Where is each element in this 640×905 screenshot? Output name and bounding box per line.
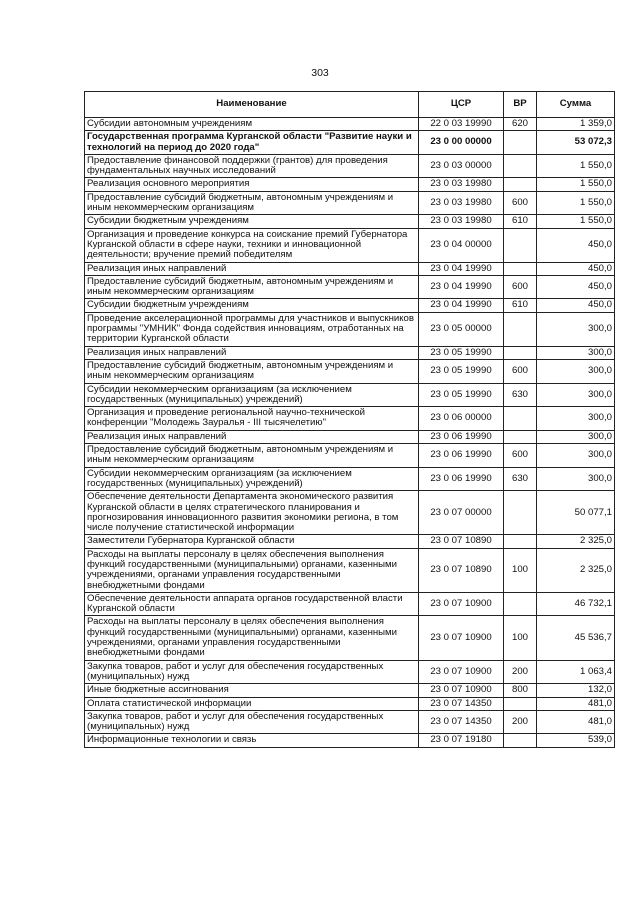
row-name-cell: Государственная программа Курганской области "Развитие науки и технологий на период до 2020 года": [85, 131, 419, 155]
row-sum-cell: 1 359,0: [537, 118, 615, 131]
row-sum-cell: 300,0: [537, 430, 615, 443]
row-name-cell: Расходы на выплаты персоналу в целях обеспечения выполнения функций государственными (муниципальными) органами, казенными учреждениями, органами управления государственными внебюджетными фондами: [85, 616, 419, 660]
row-vr-cell: [504, 734, 537, 747]
row-vr-cell: 100: [504, 548, 537, 592]
row-vr-cell: 610: [504, 299, 537, 312]
table-row: [85, 359, 615, 383]
row-vr-cell: [504, 407, 537, 431]
row-csr-cell: 23 0 05 19990: [419, 359, 504, 383]
row-name-cell: Закупка товаров, работ и услуг для обеспечения государственных (муниципальных) нужд: [85, 710, 419, 734]
row-sum-cell: 481,0: [537, 697, 615, 710]
row-sum-cell: 450,0: [537, 275, 615, 299]
row-vr-cell: 800: [504, 684, 537, 697]
row-name-cell: Субсидии некоммерческим организациям (за исключением государственных (муниципальных) учреждений): [85, 383, 419, 407]
row-name-cell: Расходы на выплаты персоналу в целях обеспечения выполнения функций государственными (муниципальными) органами, казенными учреждениями, органами управления государственными внебюджетными фондами: [85, 548, 419, 592]
row-sum-cell: 300,0: [537, 346, 615, 359]
table-row: [85, 430, 615, 443]
row-vr-cell: 600: [504, 444, 537, 468]
row-sum-cell: 300,0: [537, 312, 615, 346]
row-sum-cell: 1 550,0: [537, 178, 615, 191]
row-sum-cell: 450,0: [537, 262, 615, 275]
table-row: [85, 616, 615, 660]
row-csr-cell: 23 0 06 19990: [419, 467, 504, 491]
table-row: [85, 660, 615, 684]
row-name-cell: Предоставление финансовой поддержки (грантов) для проведения фундаментальных научных исследований: [85, 154, 419, 178]
row-csr-cell: 23 0 00 00000: [419, 131, 504, 155]
row-vr-cell: [504, 491, 537, 535]
row-csr-cell: 23 0 04 19990: [419, 275, 504, 299]
row-name-cell: Субсидии автономным учреждениям: [85, 118, 419, 131]
header-vr: ВР: [504, 92, 537, 118]
table-row: [85, 154, 615, 178]
row-sum-cell: 300,0: [537, 444, 615, 468]
row-vr-cell: 200: [504, 660, 537, 684]
row-vr-cell: [504, 592, 537, 616]
table-row: [85, 131, 615, 155]
row-vr-cell: [504, 535, 537, 548]
row-sum-cell: 1 550,0: [537, 215, 615, 228]
row-csr-cell: 23 0 04 00000: [419, 228, 504, 262]
table-row: [85, 697, 615, 710]
table-row: [85, 312, 615, 346]
table-row: [85, 684, 615, 697]
row-sum-cell: 50 077,1: [537, 491, 615, 535]
row-vr-cell: [504, 262, 537, 275]
row-name-cell: Организация и проведение конкурса на соискание премий Губернатора Курганской области в сфере науки, техники и инновационной деятельности; вручение премий победителям: [85, 228, 419, 262]
table-row: [85, 734, 615, 747]
table-row: [85, 215, 615, 228]
row-sum-cell: 481,0: [537, 710, 615, 734]
row-sum-cell: 132,0: [537, 684, 615, 697]
row-name-cell: Иные бюджетные ассигнования: [85, 684, 419, 697]
row-name-cell: Информационные технологии и связь: [85, 734, 419, 747]
row-name-cell: Заместители Губернатора Курганской области: [85, 535, 419, 548]
row-name-cell: Реализация основного мероприятия: [85, 178, 419, 191]
page-number: 303: [311, 67, 329, 79]
row-csr-cell: 23 0 07 14350: [419, 697, 504, 710]
row-sum-cell: 539,0: [537, 734, 615, 747]
row-vr-cell: [504, 178, 537, 191]
row-vr-cell: 100: [504, 616, 537, 660]
row-csr-cell: 23 0 06 00000: [419, 407, 504, 431]
row-name-cell: Реализация иных направлений: [85, 346, 419, 359]
row-csr-cell: 23 0 07 10900: [419, 592, 504, 616]
row-name-cell: Субсидии бюджетным учреждениям: [85, 299, 419, 312]
row-sum-cell: 300,0: [537, 359, 615, 383]
row-sum-cell: 450,0: [537, 228, 615, 262]
row-name-cell: Реализация иных направлений: [85, 430, 419, 443]
table-row: [85, 275, 615, 299]
table-row: [85, 548, 615, 592]
row-vr-cell: [504, 154, 537, 178]
row-name-cell: Обеспечение деятельности Департамента экономического развития Курганской области в целях стратегического планирования и прогнозирования инновационного развития экономики региона, в том числе получение статистической информации: [85, 491, 419, 535]
row-csr-cell: 23 0 07 10900: [419, 684, 504, 697]
row-name-cell: Проведение акселерационной программы для участников и выпускников программы "УМНИК" Фонда содействия инновациям, отработанных на территории Курганской области: [85, 312, 419, 346]
table-body: [85, 118, 615, 748]
row-name-cell: Организация и проведение региональной научно-технической конференции "Молодежь Зауралья - III тысячелетию": [85, 407, 419, 431]
table-row: [85, 592, 615, 616]
row-csr-cell: 23 0 03 19980: [419, 178, 504, 191]
row-csr-cell: 23 0 07 14350: [419, 710, 504, 734]
table-row: [85, 710, 615, 734]
row-csr-cell: 23 0 07 19180: [419, 734, 504, 747]
table-header-row: [85, 92, 615, 118]
row-csr-cell: 23 0 04 19990: [419, 262, 504, 275]
table-row: [85, 444, 615, 468]
row-sum-cell: 45 536,7: [537, 616, 615, 660]
row-vr-cell: [504, 697, 537, 710]
row-csr-cell: 23 0 03 00000: [419, 154, 504, 178]
row-sum-cell: 1 063,4: [537, 660, 615, 684]
row-vr-cell: 600: [504, 359, 537, 383]
row-csr-cell: 23 0 07 00000: [419, 491, 504, 535]
row-sum-cell: 300,0: [537, 407, 615, 431]
table-row: [85, 467, 615, 491]
budget-table: [84, 91, 615, 748]
row-vr-cell: 600: [504, 275, 537, 299]
row-vr-cell: 600: [504, 191, 537, 215]
table-row: [85, 535, 615, 548]
row-vr-cell: 620: [504, 118, 537, 131]
row-vr-cell: [504, 346, 537, 359]
row-csr-cell: 23 0 03 19980: [419, 215, 504, 228]
row-name-cell: Предоставление субсидий бюджетным, автономным учреждениям и иным некоммерческим организациям: [85, 191, 419, 215]
row-name-cell: Предоставление субсидий бюджетным, автономным учреждениям и иным некоммерческим организациям: [85, 444, 419, 468]
row-vr-cell: [504, 430, 537, 443]
row-name-cell: Закупка товаров, работ и услуг для обеспечения государственных (муниципальных) нужд: [85, 660, 419, 684]
header-csr: ЦСР: [419, 92, 504, 118]
row-vr-cell: 630: [504, 383, 537, 407]
row-csr-cell: 23 0 07 10900: [419, 616, 504, 660]
row-sum-cell: 46 732,1: [537, 592, 615, 616]
table-row: [85, 299, 615, 312]
row-csr-cell: 23 0 05 00000: [419, 312, 504, 346]
row-csr-cell: 22 0 03 19990: [419, 118, 504, 131]
row-sum-cell: 2 325,0: [537, 535, 615, 548]
row-name-cell: Субсидии бюджетным учреждениям: [85, 215, 419, 228]
row-name-cell: Оплата статистической информации: [85, 697, 419, 710]
row-sum-cell: 300,0: [537, 467, 615, 491]
row-csr-cell: 23 0 06 19990: [419, 444, 504, 468]
row-vr-cell: 630: [504, 467, 537, 491]
table-row: [85, 178, 615, 191]
row-name-cell: Предоставление субсидий бюджетным, автономным учреждениям и иным некоммерческим организациям: [85, 359, 419, 383]
row-csr-cell: 23 0 05 19990: [419, 383, 504, 407]
header-sum: Сумма: [537, 92, 615, 118]
table-row: [85, 383, 615, 407]
row-csr-cell: 23 0 07 10890: [419, 548, 504, 592]
row-csr-cell: 23 0 07 10900: [419, 660, 504, 684]
row-name-cell: Обеспечение деятельности аппарата органов государственной власти Курганской области: [85, 592, 419, 616]
row-csr-cell: 23 0 05 19990: [419, 346, 504, 359]
row-vr-cell: 200: [504, 710, 537, 734]
row-csr-cell: 23 0 07 10890: [419, 535, 504, 548]
row-vr-cell: 610: [504, 215, 537, 228]
row-name-cell: Субсидии некоммерческим организациям (за исключением государственных (муниципальных) учреждений): [85, 467, 419, 491]
row-name-cell: Реализация иных направлений: [85, 262, 419, 275]
table-row: [85, 407, 615, 431]
row-csr-cell: 23 0 06 19990: [419, 430, 504, 443]
row-csr-cell: 23 0 03 19980: [419, 191, 504, 215]
row-sum-cell: 300,0: [537, 383, 615, 407]
table-row: [85, 491, 615, 535]
row-vr-cell: [504, 228, 537, 262]
row-sum-cell: 53 072,3: [537, 131, 615, 155]
row-vr-cell: [504, 131, 537, 155]
table-row: [85, 346, 615, 359]
header-name: Наименование: [85, 92, 419, 118]
row-sum-cell: 1 550,0: [537, 154, 615, 178]
row-vr-cell: [504, 312, 537, 346]
table-row: [85, 228, 615, 262]
row-sum-cell: 2 325,0: [537, 548, 615, 592]
row-sum-cell: 450,0: [537, 299, 615, 312]
row-sum-cell: 1 550,0: [537, 191, 615, 215]
row-csr-cell: 23 0 04 19990: [419, 299, 504, 312]
table-row: [85, 262, 615, 275]
row-name-cell: Предоставление субсидий бюджетным, автономным учреждениям и иным некоммерческим организациям: [85, 275, 419, 299]
table-row: [85, 118, 615, 131]
table-row: [85, 191, 615, 215]
